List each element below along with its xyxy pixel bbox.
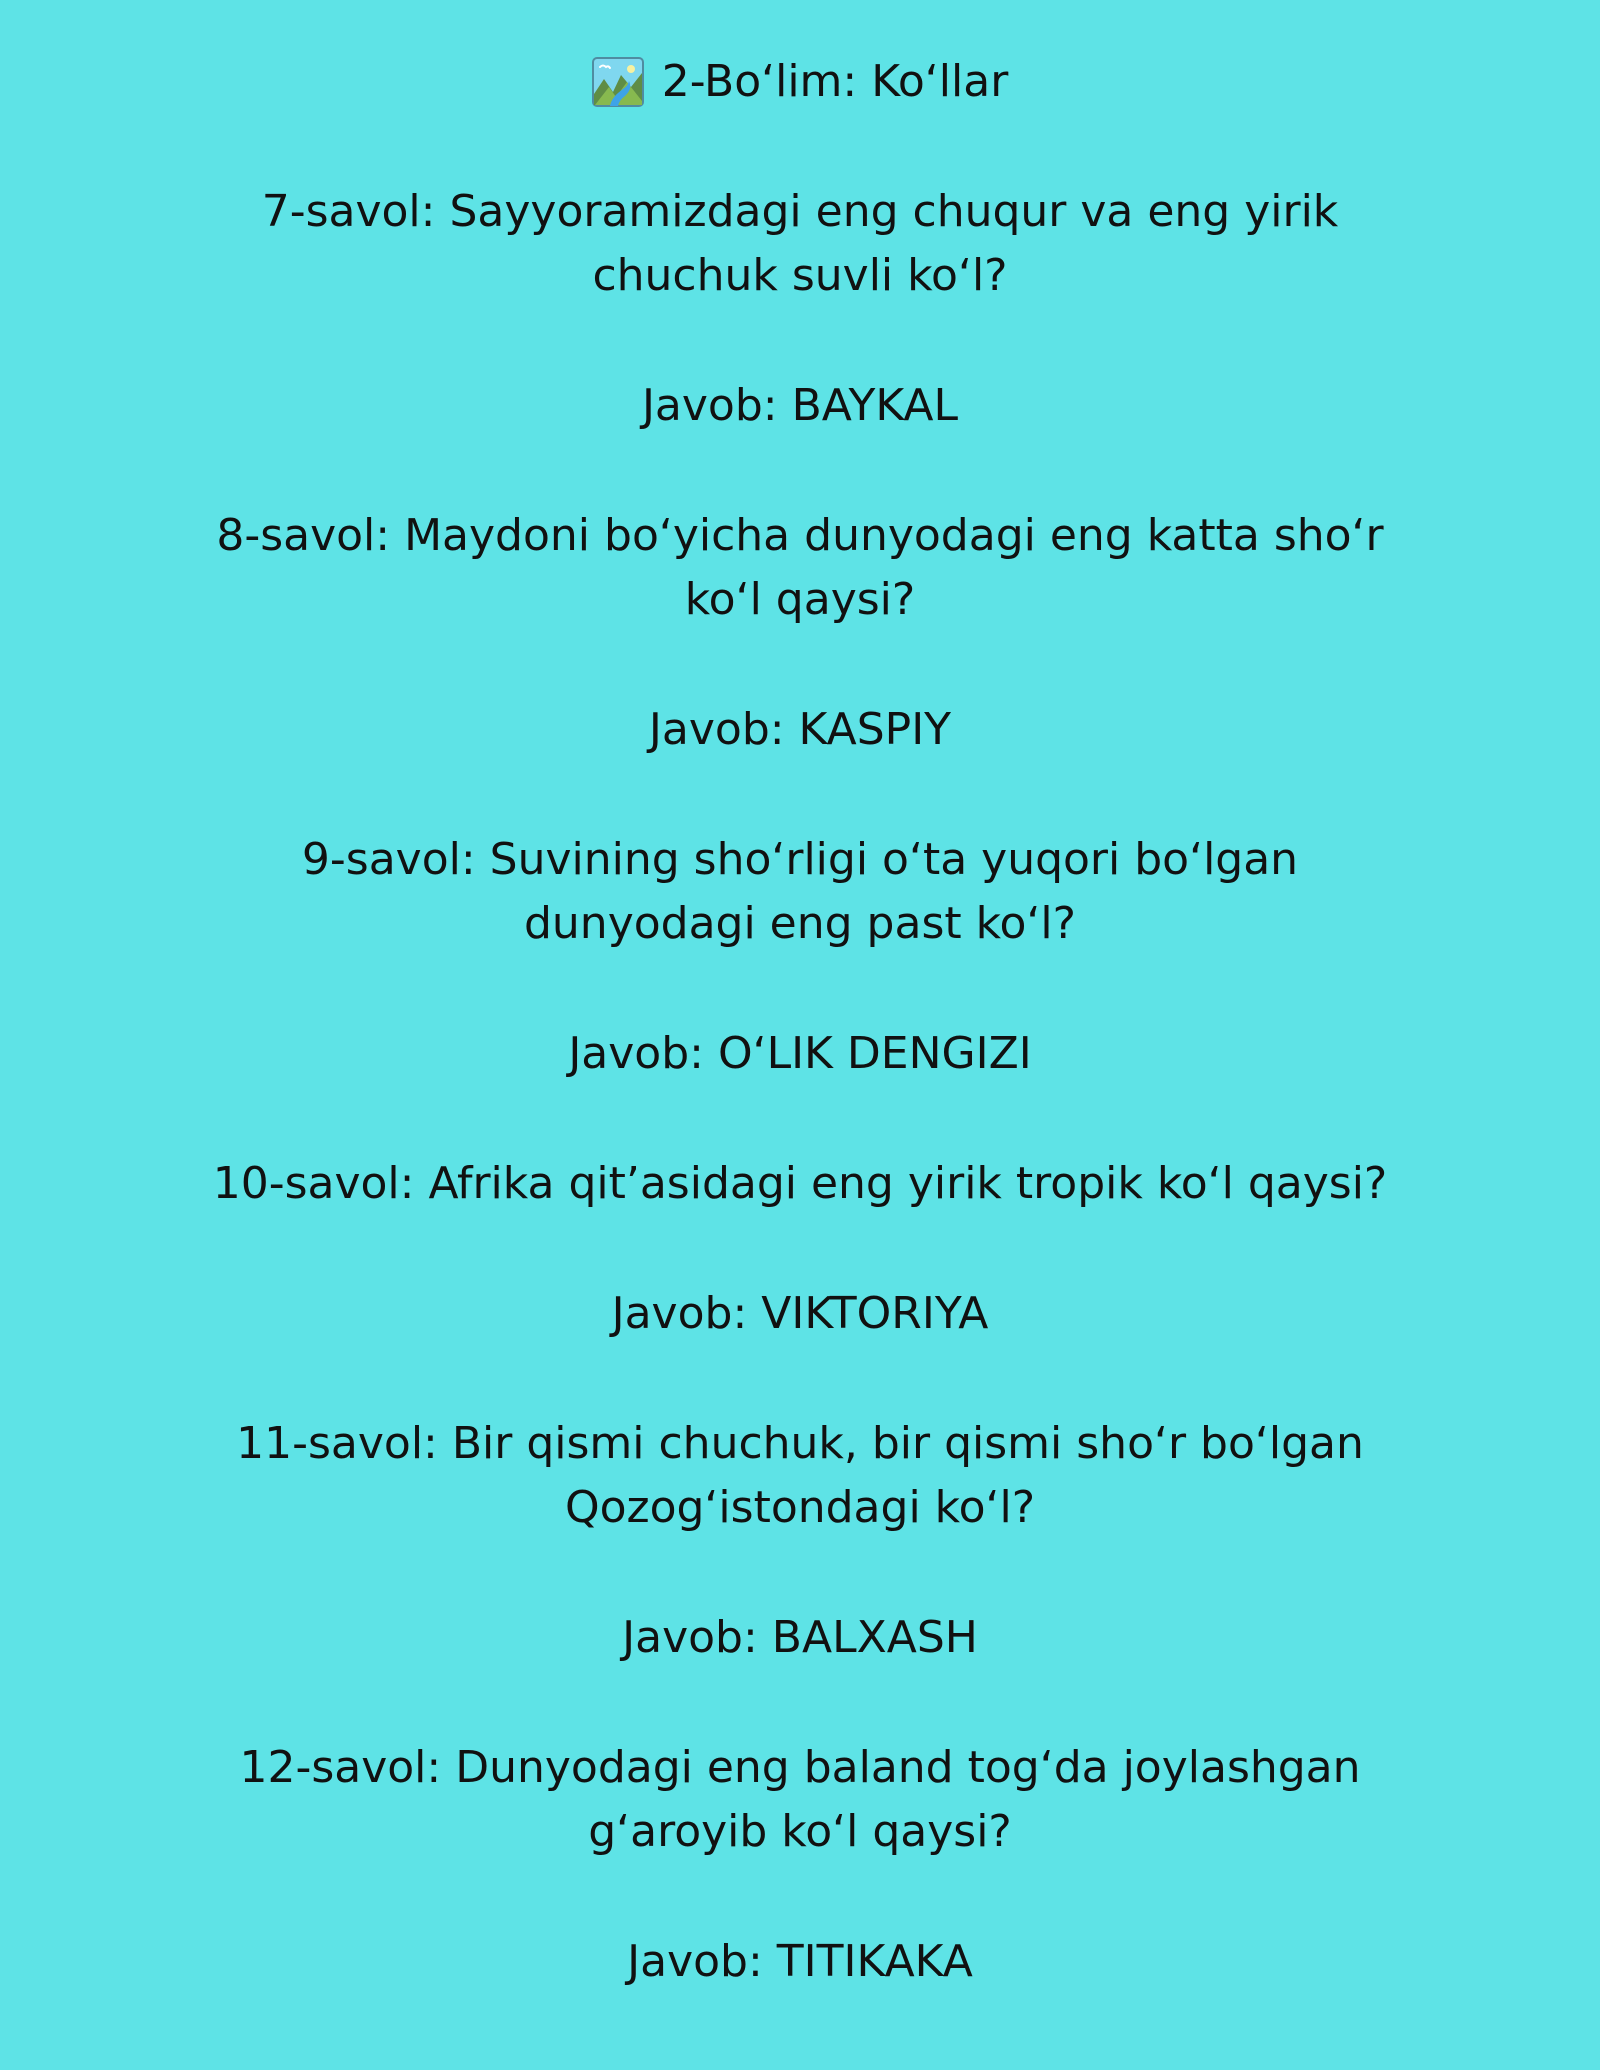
question-12-line-1: 12-savol: Dunyodagi eng baland tog‘da joylashgan bbox=[239, 1742, 1361, 1793]
question-7-line-1: 7-savol: Sayyoramizdagi eng chuqur va eng yirik bbox=[261, 186, 1339, 237]
question-10-line-1: 10-savol: Afrika qit’asidagi eng yirik tropik ko‘l qaysi? bbox=[212, 1158, 1388, 1209]
answer-8: Javob: KASPIY bbox=[648, 704, 952, 755]
question-11-line-1: 11-savol: Bir qismi chuchuk, bir qismi sho‘r bo‘lgan bbox=[236, 1418, 1364, 1469]
national-park-icon bbox=[592, 57, 644, 107]
question-7-line-2: chuchuk suvli ko‘l? bbox=[592, 250, 1008, 301]
question-8-line-2: ko‘l qaysi? bbox=[684, 574, 916, 625]
question-11-line-2: Qozog‘istondagi ko‘l? bbox=[564, 1482, 1036, 1533]
answer-10: Javob: VIKTORIYA bbox=[611, 1288, 989, 1339]
section-header bbox=[0, 50, 1600, 125]
section-title: 2-Bo‘lim: Ko‘llar bbox=[661, 56, 1009, 107]
question-9-line-2: dunyodagi eng past ko‘l? bbox=[523, 898, 1077, 949]
answer-11: Javob: BALXASH bbox=[622, 1612, 978, 1663]
question-8-line-1: 8-savol: Maydoni bo‘yicha dunyodagi eng katta sho‘r bbox=[216, 510, 1384, 561]
answer-9: Javob: O‘LIK DENGIZI bbox=[568, 1028, 1032, 1079]
answer-12: Javob: TITIKAKA bbox=[627, 1936, 973, 1987]
question-12-line-2: g‘aroyib ko‘l qaysi? bbox=[588, 1806, 1012, 1857]
question-9-line-1: 9-savol: Suvining sho‘rligi o‘ta yuqori bo‘lgan bbox=[301, 834, 1299, 885]
answer-7: Javob: BAYKAL bbox=[641, 380, 959, 431]
section-title-wrap bbox=[592, 50, 1009, 114]
